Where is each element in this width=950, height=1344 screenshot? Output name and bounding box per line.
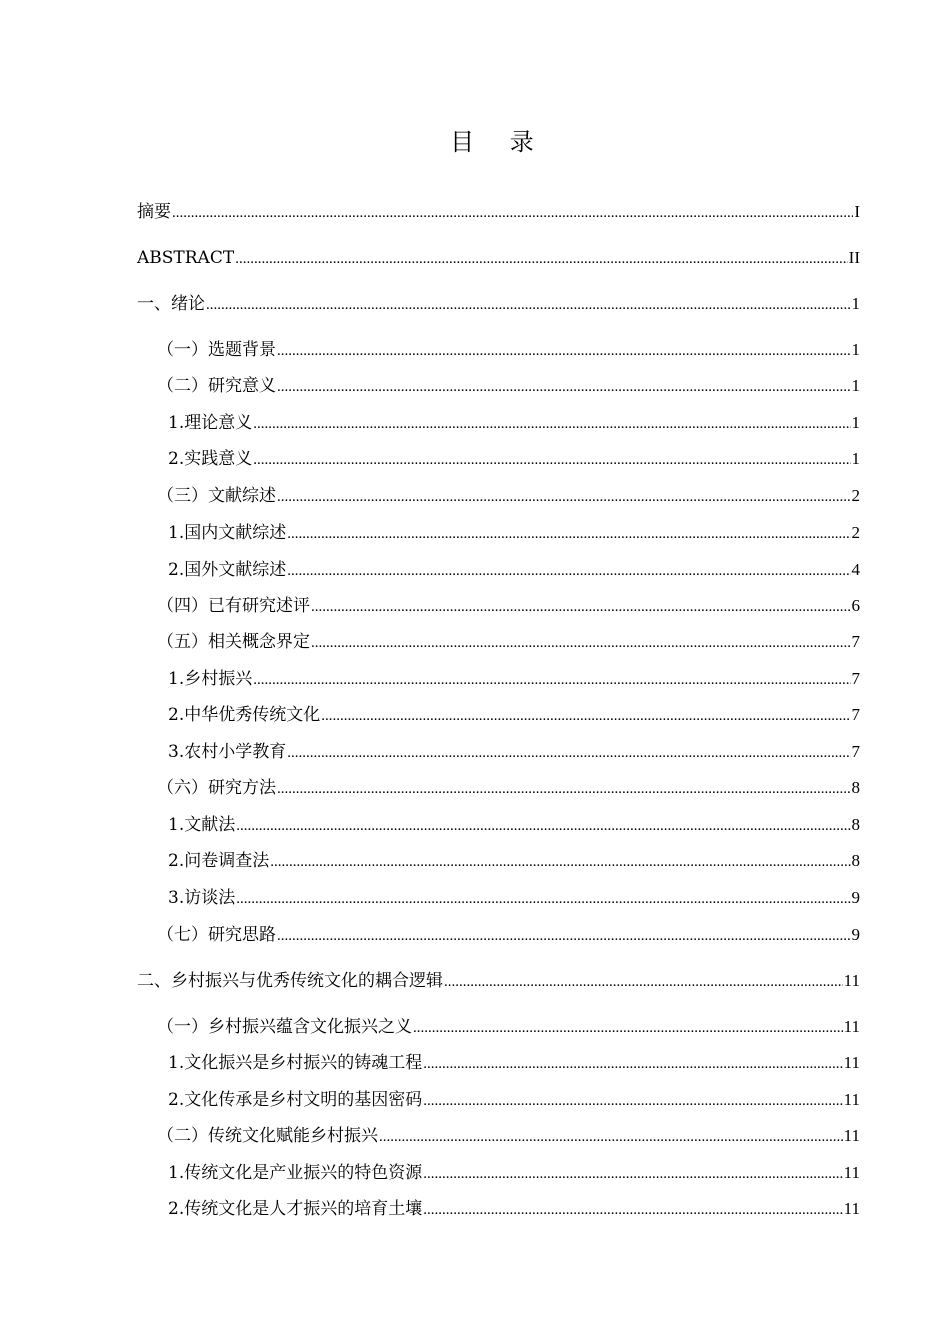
toc-entry-section[interactable]	[157, 630, 860, 654]
toc-title: 目 录	[450, 128, 548, 156]
toc-page-number: 11	[843, 1090, 860, 1109]
dot-leader	[277, 375, 851, 399]
toc-entry-subsection[interactable]	[168, 1088, 860, 1112]
toc-entry-text: 二、乡村振兴与优秀传统文化的耦合逻辑	[137, 971, 443, 991]
toc-entry-text: 2.传统文化是人才振兴的培育土壤	[168, 1199, 423, 1219]
toc-page-number: 11	[843, 1017, 860, 1036]
dot-leader	[253, 412, 850, 436]
toc-entry-chapter-1[interactable]	[137, 292, 860, 316]
toc-page-number: 1	[851, 449, 860, 468]
dot-leader	[423, 1162, 842, 1186]
toc-entry-subsection[interactable]	[168, 667, 860, 691]
toc-page-number: 8	[851, 815, 860, 834]
toc-entry-text: （二）传统文化赋能乡村振兴	[157, 1126, 378, 1146]
toc-page-number: 4	[851, 560, 860, 579]
toc-page-number: 11	[843, 1163, 860, 1182]
toc-entry-section[interactable]	[157, 776, 860, 800]
toc-entry-subsection[interactable]	[168, 886, 860, 910]
toc-entry-text: （一）选题背景	[157, 340, 276, 360]
toc-entry-text: 1.文化振兴是乡村振兴的铸魂工程	[168, 1053, 423, 1073]
toc-page-number: I	[854, 202, 860, 221]
toc-entry-subsection[interactable]	[168, 447, 860, 471]
dot-leader	[444, 970, 843, 994]
dot-leader	[379, 1125, 843, 1149]
toc-entry-text: （六）研究方法	[157, 778, 276, 798]
dot-leader	[311, 595, 851, 619]
toc-entry-subsection[interactable]	[168, 411, 860, 435]
toc-page-number: 1	[851, 340, 860, 359]
toc-page-number: 11	[843, 1053, 860, 1072]
dot-leader	[172, 201, 853, 225]
toc-entry-text: ABSTRACT	[137, 248, 235, 268]
toc-entry-text: 3.访谈法	[168, 888, 236, 908]
toc-entry-subsection[interactable]	[168, 813, 860, 837]
toc-page-number: II	[848, 248, 860, 267]
dot-leader	[287, 522, 850, 546]
dot-leader	[270, 850, 850, 874]
dot-leader	[253, 668, 850, 692]
dot-leader	[287, 559, 850, 583]
dot-leader	[277, 485, 851, 509]
toc-page-number: 9	[851, 925, 860, 944]
toc-page-number: 9	[851, 888, 860, 907]
toc-entry-text: （三）文献综述	[157, 486, 276, 506]
toc-page-number: 8	[851, 778, 860, 797]
toc-entry-section[interactable]	[157, 484, 860, 508]
toc-entry-text: 2.文化传承是乡村文明的基因密码	[168, 1090, 423, 1110]
toc-entry-text: 2.国外文献综述	[168, 560, 287, 580]
toc-page-number: 7	[851, 742, 860, 761]
toc-page-number: 8	[851, 851, 860, 870]
toc-entry-section[interactable]	[157, 594, 860, 618]
toc-entry-text: 一、绪论	[137, 294, 205, 314]
dot-leader	[321, 704, 850, 728]
toc-entry-subsection[interactable]	[168, 703, 860, 727]
toc-entry-text: 摘要	[137, 202, 171, 222]
toc-entry-text: （一）乡村振兴蕴含文化振兴之义	[157, 1017, 412, 1037]
toc-entry-text: （五）相关概念界定	[157, 632, 310, 652]
toc-entry-subsection[interactable]	[168, 558, 860, 582]
dot-leader	[277, 777, 851, 801]
dot-leader	[423, 1052, 842, 1076]
toc-entry-subsection[interactable]	[168, 1197, 860, 1221]
toc-entry-text: 2.中华优秀传统文化	[168, 705, 321, 725]
dot-leader	[236, 814, 850, 838]
dot-leader	[235, 247, 847, 271]
dot-leader	[423, 1198, 842, 1222]
toc-entry-subsection[interactable]	[168, 521, 860, 545]
toc-page-number: 6	[851, 596, 860, 615]
dot-leader	[413, 1016, 843, 1040]
toc-entry-text: （二）研究意义	[157, 376, 276, 396]
toc-entry-section[interactable]	[157, 374, 860, 398]
toc-entry-subsection[interactable]	[168, 1161, 860, 1185]
toc-page-number: 7	[851, 632, 860, 651]
dot-leader	[236, 887, 850, 911]
toc-entry-text: （四）已有研究述评	[157, 596, 310, 616]
toc-entry-abstract-en[interactable]	[137, 246, 860, 270]
toc-entry-text: 1.文献法	[168, 815, 236, 835]
toc-page-number: 2	[851, 523, 860, 542]
toc-page-number: 2	[851, 486, 860, 505]
toc-entry-chapter-2[interactable]	[137, 969, 860, 993]
toc-entry-text: 1.乡村振兴	[168, 669, 253, 689]
toc-entry-section[interactable]	[157, 1124, 860, 1148]
toc-entry-text: 2.实践意义	[168, 449, 253, 469]
toc-page-number: 11	[843, 1199, 860, 1218]
toc-entry-text: 1.传统文化是产业振兴的特色资源	[168, 1163, 423, 1183]
toc-entry-section[interactable]	[157, 1015, 860, 1039]
dot-leader	[277, 339, 851, 363]
toc-entry-text: 1.理论意义	[168, 413, 253, 433]
dot-leader	[277, 924, 851, 948]
toc-page-number: 11	[843, 1126, 860, 1145]
toc-entry-subsection[interactable]	[168, 849, 860, 873]
dot-leader	[253, 448, 850, 472]
dot-leader	[311, 631, 851, 655]
toc-entry-text: 2.问卷调查法	[168, 851, 270, 871]
toc-entry-subsection[interactable]	[168, 1051, 860, 1075]
toc-entry-text: 3.农村小学教育	[168, 742, 287, 762]
toc-entry-section[interactable]	[157, 338, 860, 362]
toc-page-number: 11	[843, 971, 860, 990]
dot-leader	[423, 1089, 842, 1113]
toc-page-number: 7	[851, 705, 860, 724]
toc-page-number: 1	[851, 294, 860, 313]
toc-page-number: 1	[851, 376, 860, 395]
toc-entry-subsection[interactable]	[168, 740, 860, 764]
dot-leader	[287, 741, 850, 765]
toc-entry-text: 1.国内文献综述	[168, 523, 287, 543]
toc-entry-section[interactable]	[157, 923, 860, 947]
toc-entry-text: （七）研究思路	[157, 925, 276, 945]
dot-leader	[206, 293, 851, 317]
toc-page-number: 7	[851, 669, 860, 688]
toc-page-number: 1	[851, 413, 860, 432]
toc-entry-abstract-cn[interactable]	[137, 200, 860, 224]
